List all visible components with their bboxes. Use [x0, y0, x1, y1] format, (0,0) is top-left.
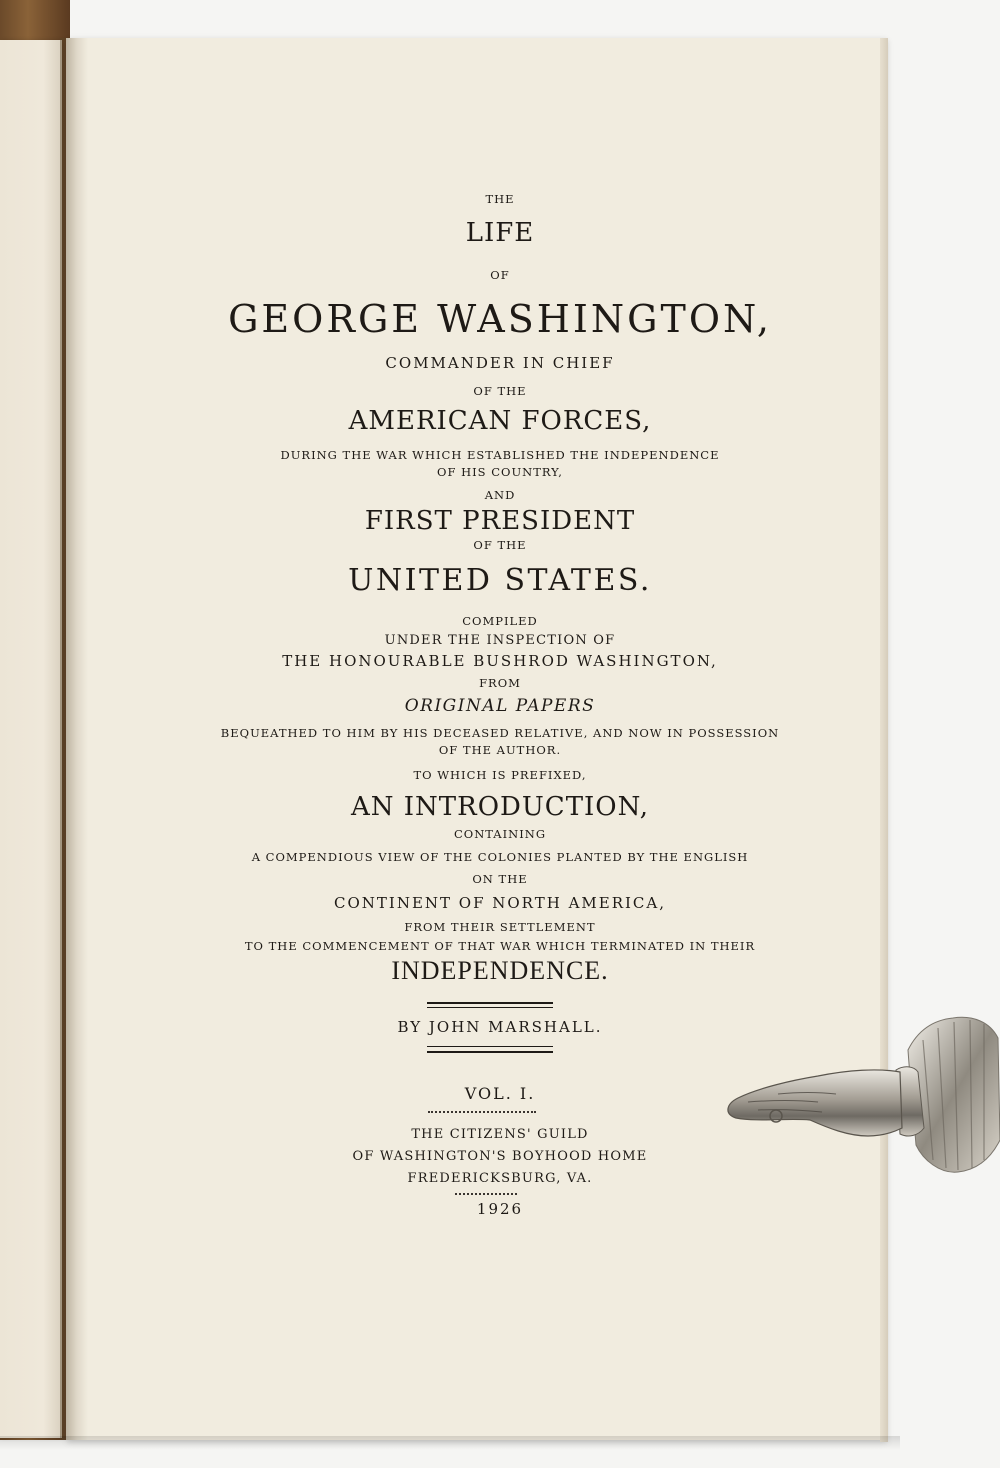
text-commencement: TO THE COMMENCEMENT OF THAT WAR WHICH TERMINATED IN THEIR [244, 939, 756, 953]
hand-clip-icon [718, 1010, 1000, 1180]
rule-bottom-2 [427, 1051, 553, 1053]
publisher-line-2: OF WASHINGTON'S BOYHOOD HOME [352, 1149, 648, 1164]
rule-bottom-1 [427, 1046, 553, 1047]
text-independence: INDEPENDENCE. [391, 956, 609, 985]
subtitle-and: AND [484, 488, 516, 502]
subtitle-country: OF HIS COUNTRY, [437, 465, 563, 479]
subtitle-first-president: FIRST PRESIDENT [364, 506, 636, 536]
text-settlement: FROM THEIR SETTLEMENT [404, 920, 596, 934]
subtitle-of-the-2: OF THE [473, 538, 527, 552]
title-the: THE [485, 192, 515, 206]
page-edge [880, 38, 888, 1442]
dotted-rule-2 [455, 1193, 517, 1195]
text-on-the: ON THE [472, 872, 528, 886]
rule-top-2 [427, 1007, 553, 1008]
text-continent: CONTINENT OF NORTH AMERICA, [333, 894, 667, 912]
publisher-line-1: THE CITIZENS' GUILD [411, 1127, 589, 1142]
title-of: OF [490, 268, 510, 282]
subtitle-united-states: UNITED STATES. [348, 563, 652, 598]
text-from: FROM [479, 676, 521, 690]
text-of-author: OF THE AUTHOR. [438, 743, 562, 757]
subtitle-commander: COMMANDER IN CHIEF [385, 354, 615, 372]
subtitle-forces: AMERICAN FORCES, [348, 406, 652, 436]
text-containing: CONTAINING [453, 827, 547, 841]
text-compendious: A COMPENDIOUS VIEW OF THE COLONIES PLANTED BY THE ENGLISH [251, 850, 749, 864]
text-introduction: AN INTRODUCTION, [351, 792, 649, 822]
rule-top-1 [427, 1002, 553, 1004]
text-inspection: UNDER THE INSPECTION OF [384, 633, 616, 648]
volume-number: VOL. I. [464, 1084, 536, 1103]
text-original-papers: ORIGINAL PAPERS [404, 696, 596, 716]
page-shadow [0, 1436, 900, 1450]
publication-year: 1926 [476, 1200, 524, 1218]
author-line: BY JOHN MARSHALL. [397, 1018, 603, 1036]
title-life: LIFE [465, 218, 535, 248]
text-bushrod: THE HONOURABLE BUSHROD WASHINGTON, [282, 652, 718, 670]
text-bequeathed: BEQUEATHED TO HIM BY HIS DECEASED RELATIVE, AND NOW IN POSSESSION [220, 726, 780, 740]
title-name: GEORGE WASHINGTON, [228, 297, 772, 341]
text-compiled: COMPILED [462, 614, 538, 628]
text-prefixed: TO WHICH IS PREFIXED, [413, 768, 587, 782]
subtitle-during: DURING THE WAR WHICH ESTABLISHED THE INDEPENDENCE [280, 448, 720, 462]
subtitle-of-the-1: OF THE [473, 384, 527, 398]
publisher-place: FREDERICKSBURG, VA. [407, 1171, 593, 1186]
dotted-rule-1 [428, 1111, 536, 1113]
